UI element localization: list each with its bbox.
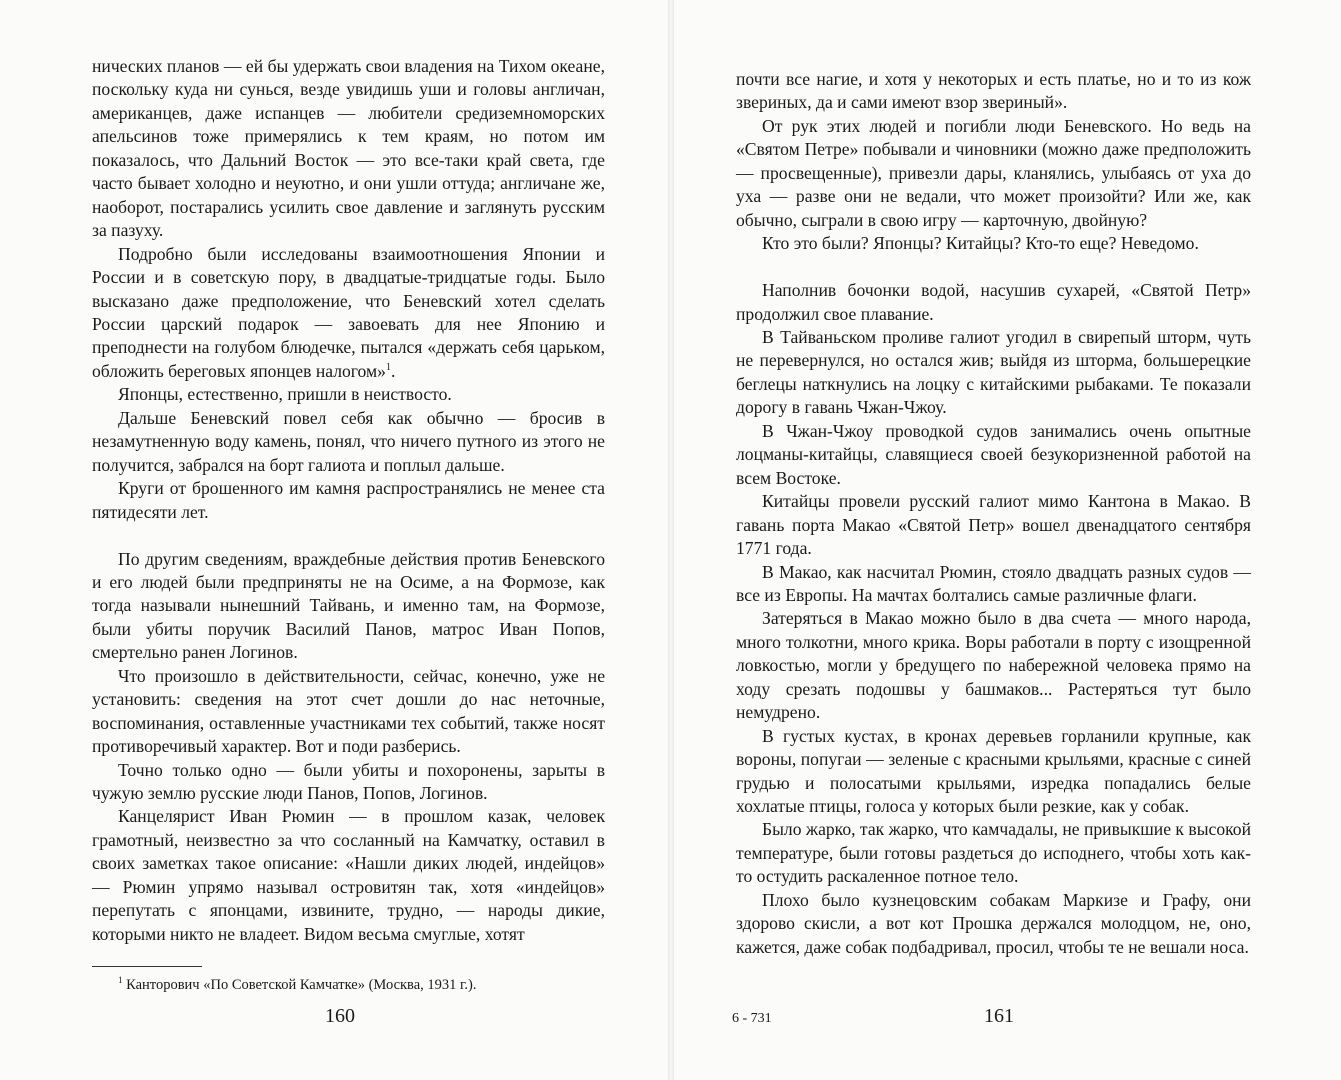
paragraph: В Макао, как насчитал Рюмин, стояло двадцать разных судов — все из Европы. На мачтах болтались самые различные флаги. xyxy=(736,561,1251,605)
paragraph: нических планов — ей бы удержать свои владения на Тихом океане, поскольку куда ни сунься, везде увидишь уши и головы англичан, американцев, даже испанцев — любители средиземноморских апельсинов тоже примерялись к тем краям, но потом им показалось, что Дальний Восток — это все-таки край света, где часто бывает холодно и неуютно, и они ушли оттуда; англичане же, наоборот, постарались усилить свое давление и заглянуть русским за пазуху. xyxy=(92,56,605,241)
page-number-right: 161 xyxy=(984,1005,1014,1027)
paragraph: Наполнив бочонки водой, насушив сухарей, «Святой Петр» продолжил свое плавание. xyxy=(736,280,1251,324)
paragraph: Плохо было кузнецовским собакам Маркизе и Графу, они здорово скисли, а вот кот Прошка держался молодцом, не, оно, кажется, даже собак подбадривал, просил, чтобы те не вешали носа. xyxy=(736,889,1251,957)
paragraph: Круги от брошенного им камня распространялись не менее ста пятидесяти лет. xyxy=(92,478,605,522)
left-page xyxy=(0,0,668,1080)
paragraph: Японцы, естественно, пришли в неиствосто. xyxy=(118,384,452,405)
paragraph: Что произошло в действительности, сейчас, конечно, уже не установить: сведения на этот счет дошли до нас неточные, воспоминания, оставленные участниками тех событий, также носят противоречивый характер. Вот и поди разберись. xyxy=(92,665,605,757)
paragraph-text: Подробно были исследованы взаимоотношения Японии и России и в советскую пору, в двадцатые-тридцатые годы. Было высказано даже предположение, что Беневский хотел сделать России царский подарок — завоевать для нее Японию и преподнести на голубом блюдечке, пытался «держать себя царьком, обложить береговых японцев налогом» xyxy=(92,243,605,381)
footnote-marker: 1 xyxy=(118,975,123,985)
paragraph: Канцелярист Иван Рюмин — в прошлом казак, человек грамотный, неизвестно за что сосланный на Камчатку, оставил в своих заметках такое описание: «Нашли диких людей, индейцов» — Рюмин упрямо называл островитян так, хотя «индейцов» перепутать с японцами, извините, трудно, — народы дикие, которыми никто не владеет. Видом весьма смуглые, хотят xyxy=(92,806,605,944)
paragraph: Было жарко, так жарко, что камчадалы, не привыкшие к высокой температуре, были готовы раздеться до исподнего, чтобы хоть как-то остудить раскаленное потное тело. xyxy=(736,819,1251,887)
paragraph: Китайцы провели русский галиот мимо Кантона в Макао. В гавань порта Макао «Святой Петр» вошел двенадцатого сентября 1771 года. xyxy=(736,491,1251,559)
footnote-text: Канторович «По Советской Камчатке» (Москва, 1931 г.). xyxy=(126,976,477,993)
right-page xyxy=(674,0,1341,1080)
left-page-text xyxy=(92,55,605,946)
printer-signature-mark: 6 - 731 xyxy=(732,1011,772,1026)
paragraph: От рук этих людей и погибли люди Беневского. Но ведь на «Святом Петре» побывали и чиновники (можно даже предположить — просвещенные), привезли дары, кланялись, улыбаясь от уха до уха — разве они не ведали, что может произойти? Или же, как обычно, сыграли в свою игру — карточную, двойную? xyxy=(736,115,1251,230)
paragraph: По другим сведениям, враждебные действия против Беневского и его людей были предприняты не на Осиме, а на Формозе, как тогда называли нынешний Тайвань, и именно там, на Формозе, были убиты поручик Василий Панов, матрос Иван Попов, смертельно ранен Логинов. xyxy=(92,548,605,663)
page-number-left: 160 xyxy=(325,1005,355,1027)
paragraph: В Чжан-Чжоу проводкой судов занимались очень опытные лоцманы-китайцы, славящиеся своей безукоризненной работой на всем Востоке. xyxy=(736,420,1251,488)
right-page-text xyxy=(736,68,1251,959)
paragraph: Дальше Беневский повел себя как обычно — бросив в незамутненную воду камень, понял, что ничего путного из этого не получится, забрался на борт галиота и поплыл дальше. xyxy=(92,407,605,475)
footnote-rule xyxy=(92,966,202,967)
paragraph: Кто это были? Японцы? Китайцы? Кто-то еще? Неведомо. xyxy=(762,233,1199,254)
footnote xyxy=(118,971,598,994)
paragraph: Точно только одно — были убиты и похоронены, зарыты в чужую землю русские люди Панов, Попов, Логинов. xyxy=(92,759,605,804)
paragraph: Подробно были исследованы взаимоотношения Японии и России и в советскую пору, в двадцатые-тридцатые годы. Было высказано даже предположение, что Беневский хотел сделать России царский подарок — завоевать для нее Японию и преподнести на голубом блюдечке, пытался «держать себя царьком, обложить береговых японцев налогом»$^1$. xyxy=(92,243,605,381)
footnote-reference: 1 xyxy=(385,362,391,374)
paragraph: почти все нагие, и хотя у некоторых и есть платье, но и то из кож звериных, да и сами имеют взор звериный». xyxy=(736,69,1251,113)
paragraph: В Тайваньском проливе галиот угодил в свирепый шторм, чуть не перевернулся, но остался жив; выйдя из шторма, большерецкие беглецы наткнулись на лоцку с китайскими рыбаками. Те показали дорогу в гавань Чжан-Чжоу. xyxy=(736,326,1251,418)
paragraph: В густых кустах, в кронах деревьев горланили крупные, как вороны, попугаи — зеленые с красными крыльями, красные с синей грудью и полосатыми крыльями, изредка попадались белые хохлатые птицы, голоса у которых были резкие, как у собак. xyxy=(736,725,1251,817)
paragraph: Затеряться в Макао можно было в два счета — много народа, много толкотни, много крика. Воры работали в порту с изощренной ловкостью, могли у бредущего по набережной человека прямо на ходу срезать подошвы у башмаков... Растеряться тут было немудрено. xyxy=(736,608,1251,723)
